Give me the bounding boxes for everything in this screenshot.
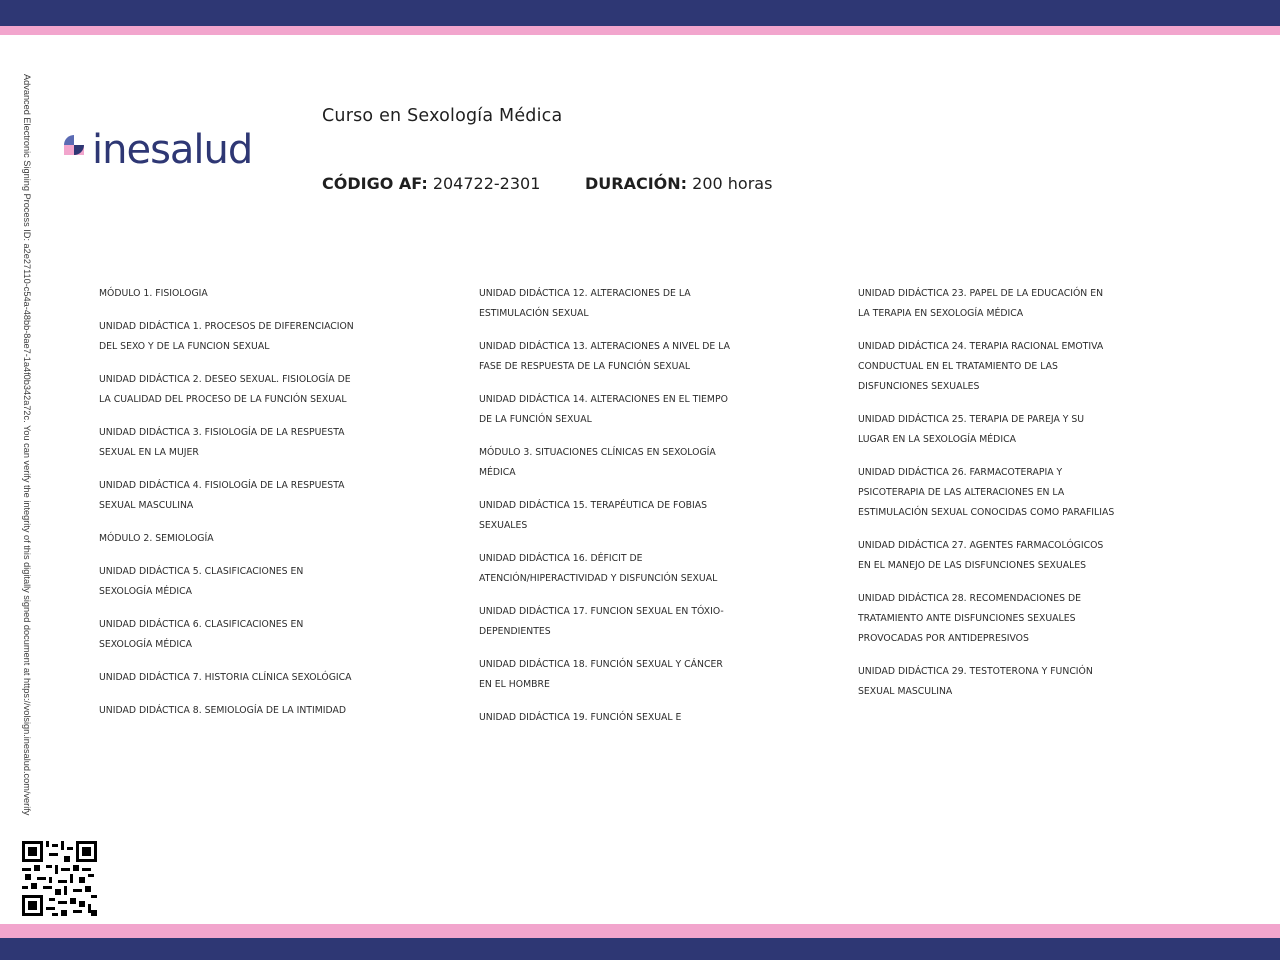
syllabus-item: UNIDAD DIDÁCTICA 23. PAPEL DE LA EDUCACIÓN EN LA TERAPIA EN SEXOLOGÍA MÉDICA: [858, 288, 1104, 319]
syllabus-item: UNIDAD DIDÁCTICA 1. PROCESOS DE DIFERENCIACION DEL SEXO Y DE LA FUNCION SEXUAL: [99, 321, 354, 352]
syllabus-item: UNIDAD DIDÁCTICA 17. FUNCION SEXUAL EN TÓXIO-DEPENDIENTES: [479, 606, 724, 637]
logo-mark-icon: [62, 133, 88, 159]
syllabus-item: UNIDAD DIDÁCTICA 3. FISIOLOGÍA DE LA RESPUESTA SEXUAL EN LA MUJER: [99, 427, 345, 458]
course-code-value: 204722-2301: [432, 174, 541, 193]
top-navy-band: [0, 0, 1280, 26]
syllabus-column-3: [858, 284, 1116, 715]
course-code-label: CÓDIGO AF:: [322, 174, 428, 193]
qr-code-icon: [22, 841, 97, 916]
syllabus-column-1: [99, 284, 357, 734]
syllabus-item: UNIDAD DIDÁCTICA 27. AGENTES FARMACOLÓGICOS EN EL MANEJO DE LAS DISFUNCIONES SEXUALES: [858, 540, 1104, 571]
syllabus-item: UNIDAD DIDÁCTICA 15. TERAPÉUTICA DE FOBIAS SEXUALES: [479, 500, 708, 531]
syllabus-item: UNIDAD DIDÁCTICA 12. ALTERACIONES DE LA ESTIMULACIÓN SEXUAL: [479, 288, 691, 319]
inesalud-logo: [62, 128, 252, 172]
syllabus-item: UNIDAD DIDÁCTICA 16. DÉFICIT DE ATENCIÓN/HIPERACTIVIDAD Y DISFUNCIÓN SEXUAL: [479, 553, 718, 584]
syllabus-item: UNIDAD DIDÁCTICA 18. FUNCIÓN SEXUAL Y CÁNCER EN EL HOMBRE: [479, 659, 723, 690]
syllabus-column-2: [479, 284, 737, 741]
syllabus-item: UNIDAD DIDÁCTICA 8. SEMIOLOGÍA DE LA INTIMIDAD: [99, 705, 346, 716]
course-duration-value: 200 horas: [692, 174, 773, 193]
course-duration-label: DURACIÓN:: [585, 174, 688, 193]
logo-wordmark: inesalud: [92, 127, 253, 173]
syllabus-item: MÓDULO 2. SEMIOLOGÍA: [99, 533, 214, 544]
syllabus-item: UNIDAD DIDÁCTICA 7. HISTORIA CLÍNICA SEXOLÓGICA: [99, 672, 352, 683]
syllabus-item: UNIDAD DIDÁCTICA 14. ALTERACIONES EN EL TIEMPO DE LA FUNCIÓN SEXUAL: [479, 394, 728, 425]
syllabus-item: UNIDAD DIDÁCTICA 2. DESEO SEXUAL. FISIOLOGÍA DE LA CUALIDAD DEL PROCESO DE LA FUNCIÓN SEXUAL: [99, 374, 351, 405]
signature-verification-text: Advanced Electronic Signing Process ID: a2e27110-c54a-48bb-8ae7-1a4f0b342a72c. You can verify the integrity of this digitally signed document at https://volsign.inesalud.com/verify: [22, 74, 32, 816]
syllabus-item: UNIDAD DIDÁCTICA 13. ALTERACIONES A NIVEL DE LA FASE DE RESPUESTA DE LA FUNCIÓN SEXUAL: [479, 341, 730, 372]
syllabus-item: UNIDAD DIDÁCTICA 5. CLASIFICACIONES EN SEXOLOGÍA MÉDICA: [99, 566, 304, 597]
syllabus-item: UNIDAD DIDÁCTICA 28. RECOMENDACIONES DE TRATAMIENTO ANTE DISFUNCIONES SEXUALES PROVOCADAS POR ANTIDEPRESIVOS: [858, 593, 1081, 644]
course-duration: [585, 174, 772, 193]
syllabus-item: UNIDAD DIDÁCTICA 26. FARMACOTERAPIA Y PSICOTERAPIA DE LAS ALTERACIONES EN LA ESTIMULACIÓN SEXUAL CONOCIDAS COMO PARAFILIAS: [858, 467, 1115, 518]
syllabus-item: UNIDAD DIDÁCTICA 25. TERAPIA DE PAREJA Y SU LUGAR EN LA SEXOLOGÍA MÉDICA: [858, 414, 1085, 445]
syllabus-item: UNIDAD DIDÁCTICA 4. FISIOLOGÍA DE LA RESPUESTA SEXUAL MASCULINA: [99, 480, 345, 511]
course-title: Curso en Sexología Médica: [322, 106, 563, 126]
syllabus-item: UNIDAD DIDÁCTICA 6. CLASIFICACIONES EN SEXOLOGÍA MÉDICA: [99, 619, 304, 650]
syllabus-item: MÓDULO 3. SITUACIONES CLÍNICAS EN SEXOLOGÍA MÉDICA: [479, 447, 716, 478]
top-pink-band: [0, 26, 1280, 35]
syllabus-item: UNIDAD DIDÁCTICA 24. TERAPIA RACIONAL EMOTIVA CONDUCTUAL EN EL TRATAMIENTO DE LAS DISFUNCIONES SEXUALES: [858, 341, 1104, 392]
course-code: [322, 174, 540, 193]
syllabus-item: UNIDAD DIDÁCTICA 29. TESTOTERONA Y FUNCIÓN SEXUAL MASCULINA: [858, 666, 1093, 697]
syllabus-item: UNIDAD DIDÁCTICA 19. FUNCIÓN SEXUAL E: [479, 712, 682, 723]
bottom-navy-band: [0, 938, 1280, 960]
syllabus-item: MÓDULO 1. FISIOLOGIA: [99, 288, 208, 299]
bottom-pink-band: [0, 924, 1280, 938]
